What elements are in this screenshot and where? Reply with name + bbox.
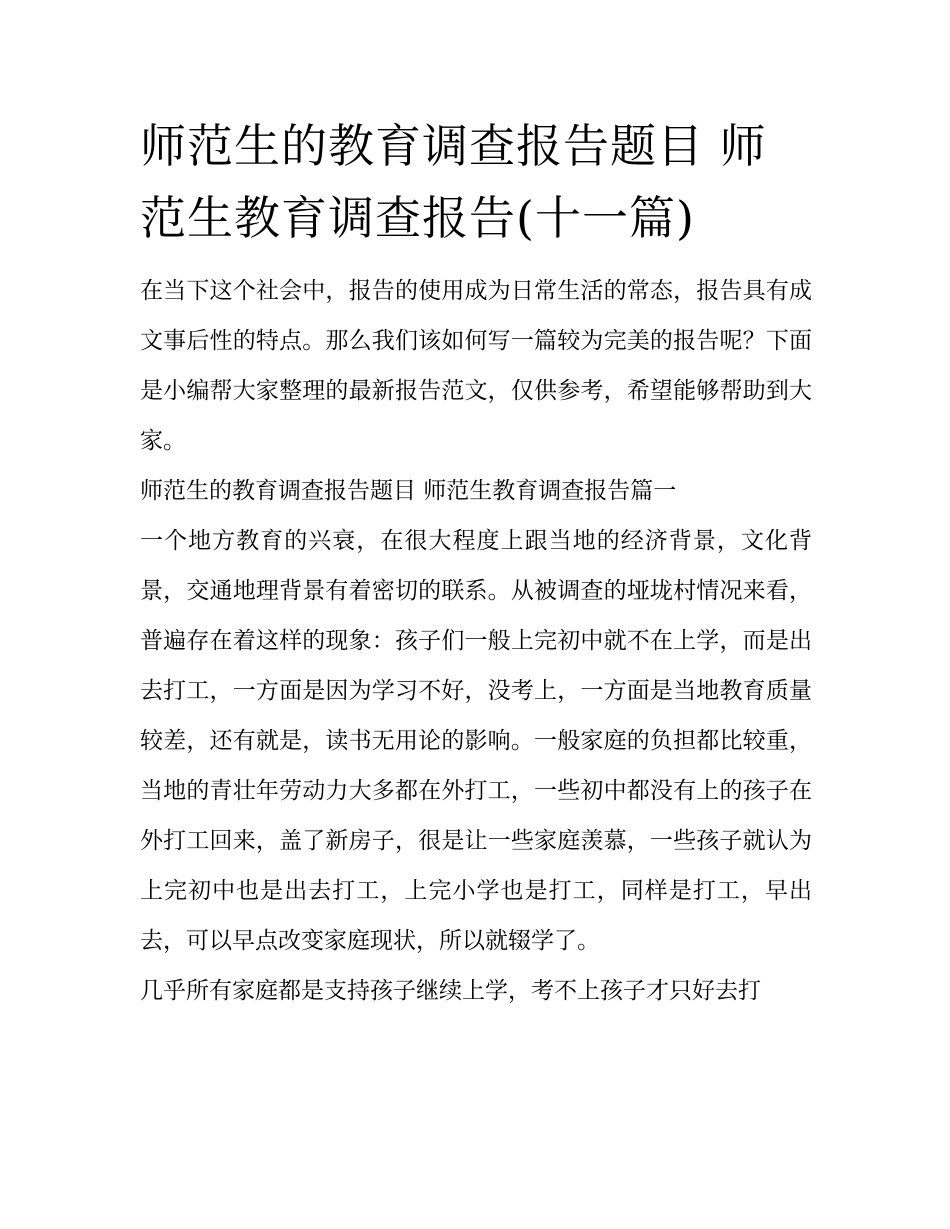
document-content	[140, 110, 812, 1016]
intro-paragraph: 在当下这个社会中，报告的使用成为日常生活的常态，报告具有成文事后性的特点。那么我们该如何写一篇较为完美的报告呢？下面是小编帮大家整理的最新报告范文，仅供参考，希望能够帮助到大家。	[140, 278, 812, 454]
document-title: 师范生的教育调查报告题目 师范生教育调查报告(十一篇)	[140, 119, 767, 245]
body-paragraph-2: 几乎所有家庭都是支持孩子继续上学，考不上孩子才只好去打	[140, 978, 761, 1004]
section-heading: 师范生的教育调查报告题目 师范生教育调查报告篇一	[140, 478, 677, 504]
body-paragraph-1: 一个地方教育的兴衰，在很大程度上跟当地的经济背景，文化背景，交通地理背景有着密切的联系。从被调查的垭垅村情况来看，普遍存在着这样的现象：孩子们一般上完初中就不在上学，而是出去打工，一方面是因为学习不好，没考上，一方面是当地教育质量较差，还有就是，读书无用论的影响。一般家庭的负担都比较重，当地的青壮年劳动力大多都在外打工，一些初中都没有上的孩子在外打工回来，盖了新房子，很是让一些家庭羡慕，一些孩子就认为上完初中也是出去打工，上完小学也是打工，同样是打工，早出去，可以早点改变家庭现状，所以就辍学了。	[140, 528, 812, 954]
